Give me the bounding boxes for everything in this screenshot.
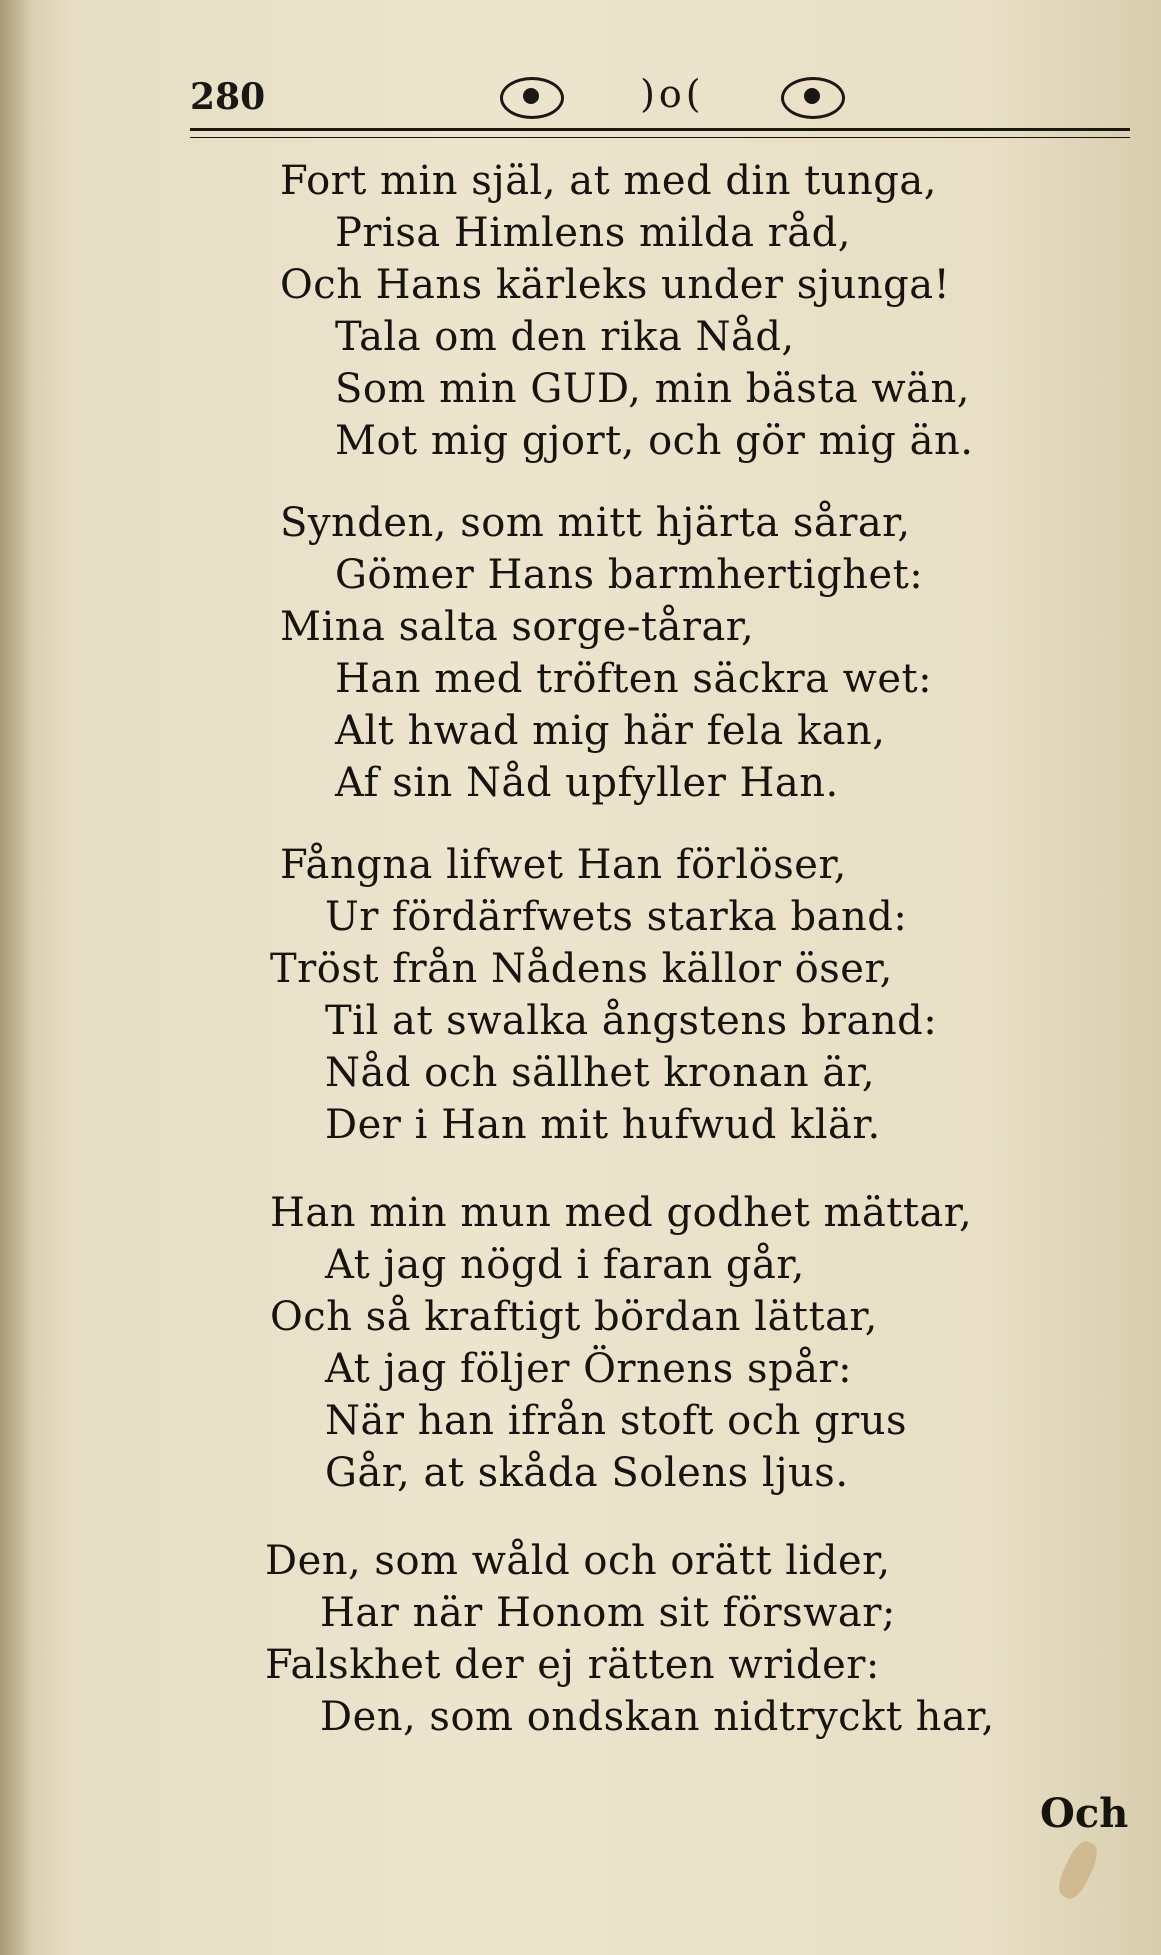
ornament-text: )o( [640,72,705,116]
verse-line: Der i Han mit hufwud klär. [325,1102,881,1148]
verse-line: Han min mun med godhet mättar, [270,1190,973,1236]
verse-line: När han ifrån stoft och grus [325,1398,908,1444]
verse-line: At jag följer Örnens spår: [325,1346,853,1392]
face-ornament-icon-left [500,77,564,119]
verse-line: Nåd och sällhet kronan är, [325,1050,876,1096]
verse-line: Mina salta sorge-tårar, [280,604,755,650]
verse-line: Gömer Hans barmhertighet: [335,552,924,598]
verse-line: Tala om den rika Nåd, [335,314,795,360]
spine-shadow [0,0,30,1955]
verse-line: At jag nögd i faran går, [325,1242,805,1288]
verse-line: Til at swalka ångstens brand: [325,998,938,1044]
verse-line: Den, som wåld och orätt lider, [265,1538,891,1584]
verse-line: Och Hans kärleks under sjunga! [280,262,951,308]
header-rule [190,128,1130,138]
verse-line: Han med tröften säckra wet: [335,656,933,702]
verse-line: Prisa Himlens milda råd, [335,210,851,256]
verse-line: Mot mig gjort, och gör mig än. [335,418,974,464]
header-ornament [500,72,1161,119]
verse-line: Ur fördärfwets starka band: [325,894,908,940]
verse-line: Synden, som mitt hjärta sårar, [280,500,911,546]
verse-line: Fort min själ, at med din tunga, [280,158,937,204]
verse-line: Och så kraftigt bördan lättar, [270,1294,878,1340]
verse-line: Som min GUD, min bästa wän, [335,366,970,412]
page-number: 280 [190,76,266,118]
verse-line: Af sin Nåd upfyller Han. [335,760,839,806]
verse-line: Har när Honom sit förswar; [320,1590,896,1636]
verse-line: Går, at skåda Solens ljus. [325,1450,849,1496]
verse-line: Alt hwad mig här fela kan, [335,708,886,754]
verse-line: Den, som ondskan nidtryckt har, [320,1694,995,1740]
face-ornament-icon-right [781,77,845,119]
paper-stain [1054,1837,1103,1902]
catchword: Och [1040,1790,1129,1837]
verse-line: Fångna lifwet Han förlöser, [280,842,847,888]
verse-line: Falskhet der ej rätten wrider: [265,1642,880,1688]
verse-line: Tröst från Nådens källor öser, [270,946,893,992]
